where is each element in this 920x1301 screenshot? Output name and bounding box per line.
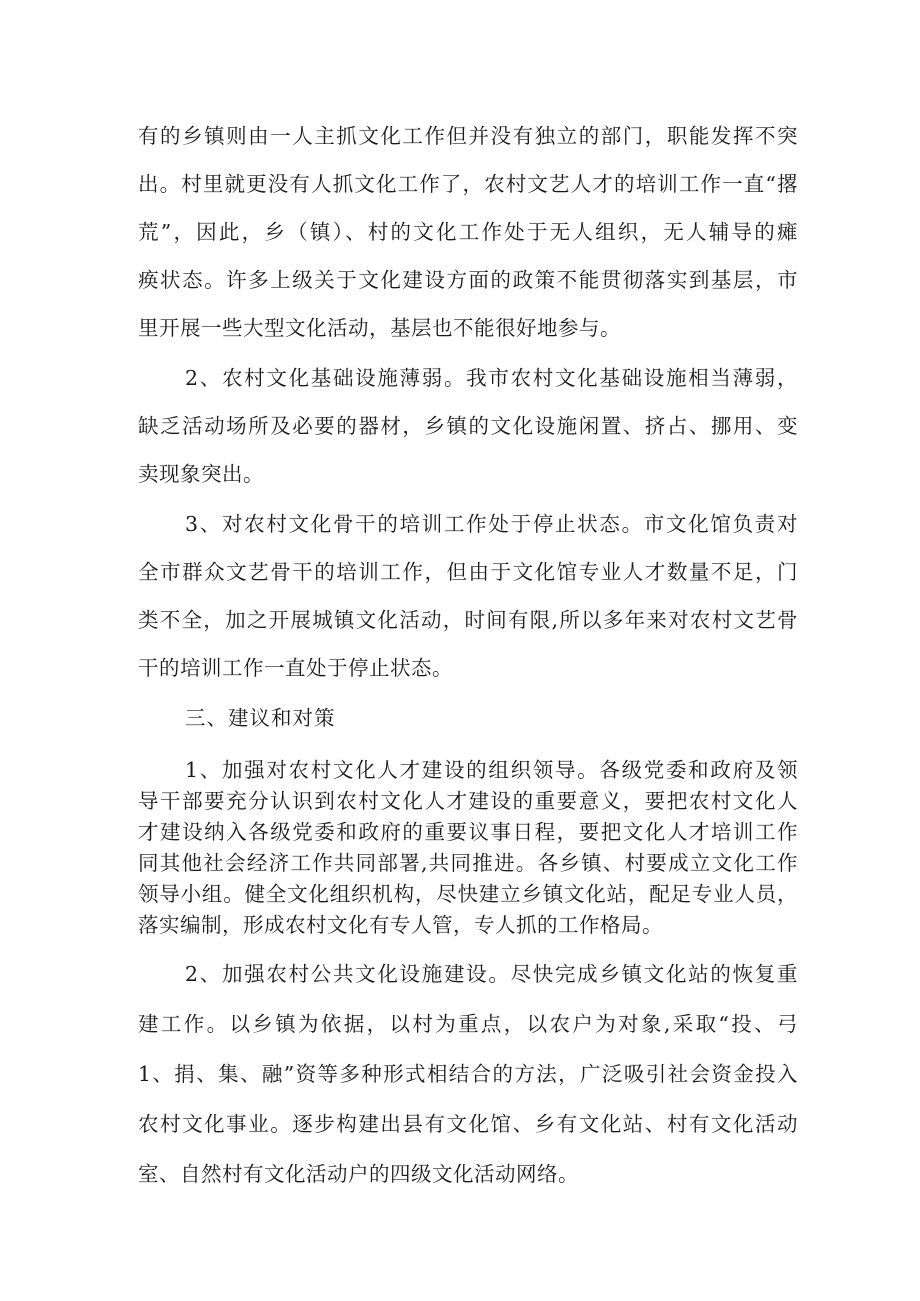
paragraph-line: 建工作。以乡镇为依据，以村为重点，以农户为对象,采取“投、弓 [138, 1012, 798, 1036]
paragraph-line: 里开展一些大型文化活动，基层也不能很好地参与。 [138, 316, 621, 340]
paragraph-line: 才建设纳入各级党委和政府的重要议事日程，要把文化人才培训工作 [138, 820, 798, 844]
paragraph-line: 类不全，加之开展城镇文化活动，时间有限,所以多年来对农村文艺骨 [138, 608, 798, 632]
paragraph-line: 落实编制，形成农村文化有专人管，专人抓的工作格局。 [138, 913, 663, 937]
paragraph-line: 荒”，因此，乡（镇）、村的文化工作处于无人组织，无人辅导的瘫 [138, 220, 798, 244]
paragraph-line: 卖现象突出。 [138, 462, 264, 486]
paragraph-line: 同其他社会经济工作共同部署,共同推进。各乡镇、村要成立文化工作 [138, 851, 798, 875]
paragraph-line: 导干部要充分认识到农村文化人才建设的重要意义，要把农村文化人 [138, 789, 798, 813]
section-heading: 三、建议和对策 [185, 706, 336, 730]
paragraph-line: 1、加强对农村文化人才建设的组织领导。各级党委和政府及领 [185, 758, 798, 782]
paragraph-line: 有的乡镇则由一人主抓文化工作但并没有独立的部门，职能发挥不突 [138, 124, 798, 148]
paragraph-line: 1、捐、集、融”资等多种形式相结合的方法，广泛吸引社会资金投入 [138, 1062, 798, 1086]
paragraph-line: 干的培训工作一直处于停止状态。 [138, 656, 453, 680]
paragraph-line: 3、对农村文化骨干的培训工作处于停止状态。市文化馆负责对 [185, 512, 798, 536]
paragraph-line: 缺乏活动场所及必要的器材，乡镇的文化设施闲置、挤占、挪用、变 [138, 414, 798, 438]
paragraph-line: 领导小组。健全文化组织机构，尽快建立乡镇文化站，配足专业人员， [138, 882, 798, 906]
paragraph-line: 出。村里就更没有人抓文化工作了，农村文艺人才的培训工作一直“撂 [138, 172, 798, 196]
paragraph-line: 2、农村文化基础设施薄弱。我市农村文化基础设施相当薄弱， [185, 366, 798, 390]
paragraph-line: 室、自然村有文化活动户的四级文化活动网络。 [138, 1162, 579, 1186]
paragraph-line: 农村文化事业。逐步构建出县有文化馆、乡有文化站、村有文化活动 [138, 1112, 798, 1136]
paragraph-line: 全市群众文艺骨干的培训工作，但由于文化馆专业人才数量不足，门 [138, 560, 798, 584]
paragraph-line: 2、加强农村公共文化设施建设。尽快完成乡镇文化站的恢复重 [185, 962, 798, 986]
paragraph-line: 痪状态。许多上级关于文化建设方面的政策不能贯彻落实到基层，市 [138, 268, 798, 292]
